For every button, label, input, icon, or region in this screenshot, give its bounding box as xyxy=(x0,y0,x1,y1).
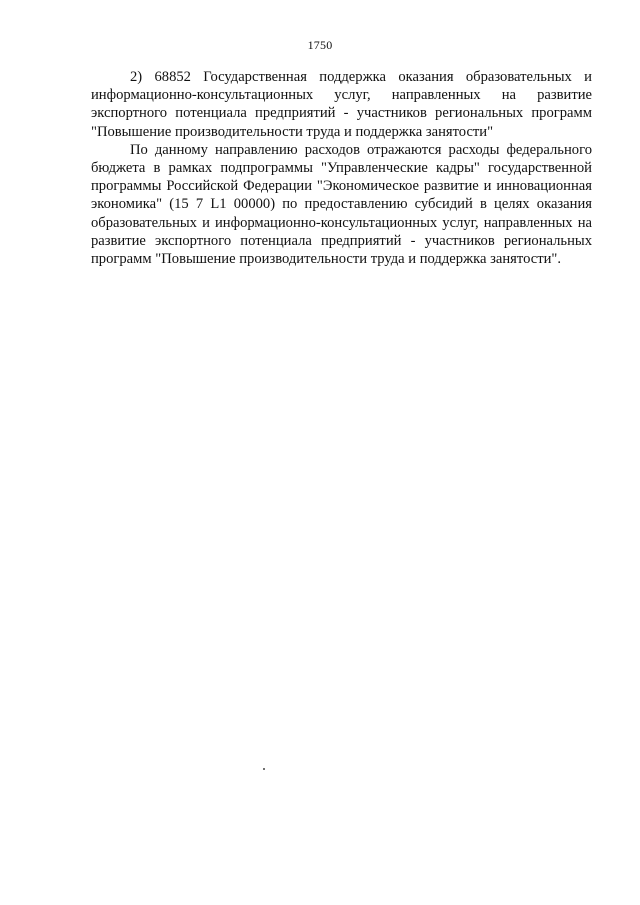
scan-speck-mark xyxy=(263,768,265,770)
document-body xyxy=(91,68,592,268)
page-number: 1750 xyxy=(307,38,333,52)
paragraph-expenditure-description: По данному направлению расходов отражаются расходы федерального бюджета в рамках подпрограммы "Управленческие кадры" государственной программы Российской Федерации "Экономическое развитие и инновационная экономика" (15 7 L1 00000) по предоставлению субсидий в целях оказания образовательных и информационно-консультационных услуг, направленных на развитие экспортного потенциала предприятий - участников региональных программ "Повышение производительности труда и поддержка занятости". xyxy=(91,141,592,268)
paragraph-item-68852-heading: 2) 68852 Государственная поддержка оказания образовательных и информационно-консультационных услуг, направленных на развитие экспортного потенциала предприятий - участников региональных программ "Повышение производительности труда и поддержка занятости" xyxy=(91,69,592,140)
